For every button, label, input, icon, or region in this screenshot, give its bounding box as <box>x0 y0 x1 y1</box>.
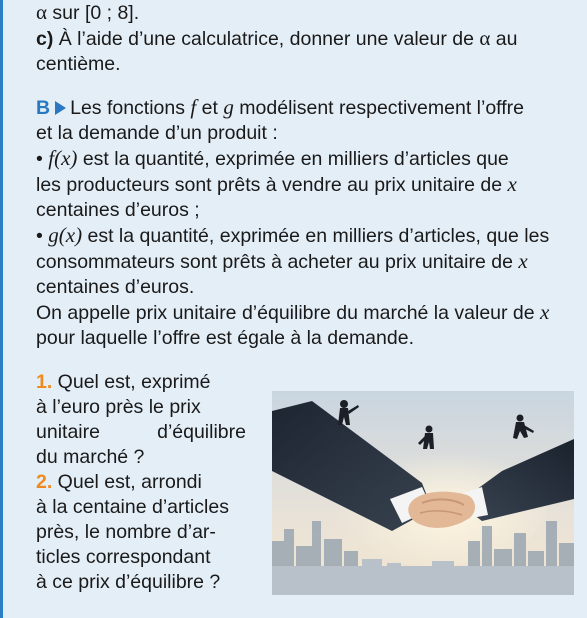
part-b-label: B <box>36 97 51 119</box>
part-a-end <box>36 0 584 77</box>
question-2: 2. Quel est, arrondi <box>36 471 202 493</box>
question-1: 1. Quel est, exprimé <box>36 371 211 393</box>
interval-line: α sur [0 ; 8]. <box>36 0 140 24</box>
questions: 1. Quel est, exprimé à l’euro près le prix unitaire d’équilibre du marché ? 2. Quel est, arrondi à la centaine d’articles près, le nombre d’ar- ticles correspondant à ce prix d’équilibre ? <box>36 371 246 593</box>
question-c-line2: centième. <box>36 53 121 75</box>
question-c: c) À l’aide d’une calculatrice, donner une valeur de α au <box>36 26 518 50</box>
triangle-marker-icon <box>55 101 66 115</box>
bullet-f: • f(x) est la quantité, exprimée en milliers d’articles que <box>36 146 509 170</box>
bullet-g: • g(x) est la quantité, exprimée en milliers d’articles, que les <box>36 223 550 247</box>
equilibrium-definition: On appelle prix unitaire d’équilibre du marché la valeur de x <box>36 300 550 324</box>
handshake-photo <box>272 391 574 595</box>
part-b: B Les fonctions f et g modélisent respectivement l’offre et la demande d’un produit : • f(x) est la quantité, exprimée en milliers d’articles que les producteurs sont prêts à vendre au prix unitaire de x centaines d’euros ; • g(x) est la quantité, exprimée en milliers d’articles, que les consommateurs sont prêts à acheter au prix unitaire de x centaines d’euros. On appelle prix unitaire d’équilibre du marché la valeur de x pour laquelle l’offre est égale à la demande. <box>36 95 584 351</box>
part-b-intro: B Les fonctions f et g modélisent respectivement l’offre <box>36 95 524 119</box>
